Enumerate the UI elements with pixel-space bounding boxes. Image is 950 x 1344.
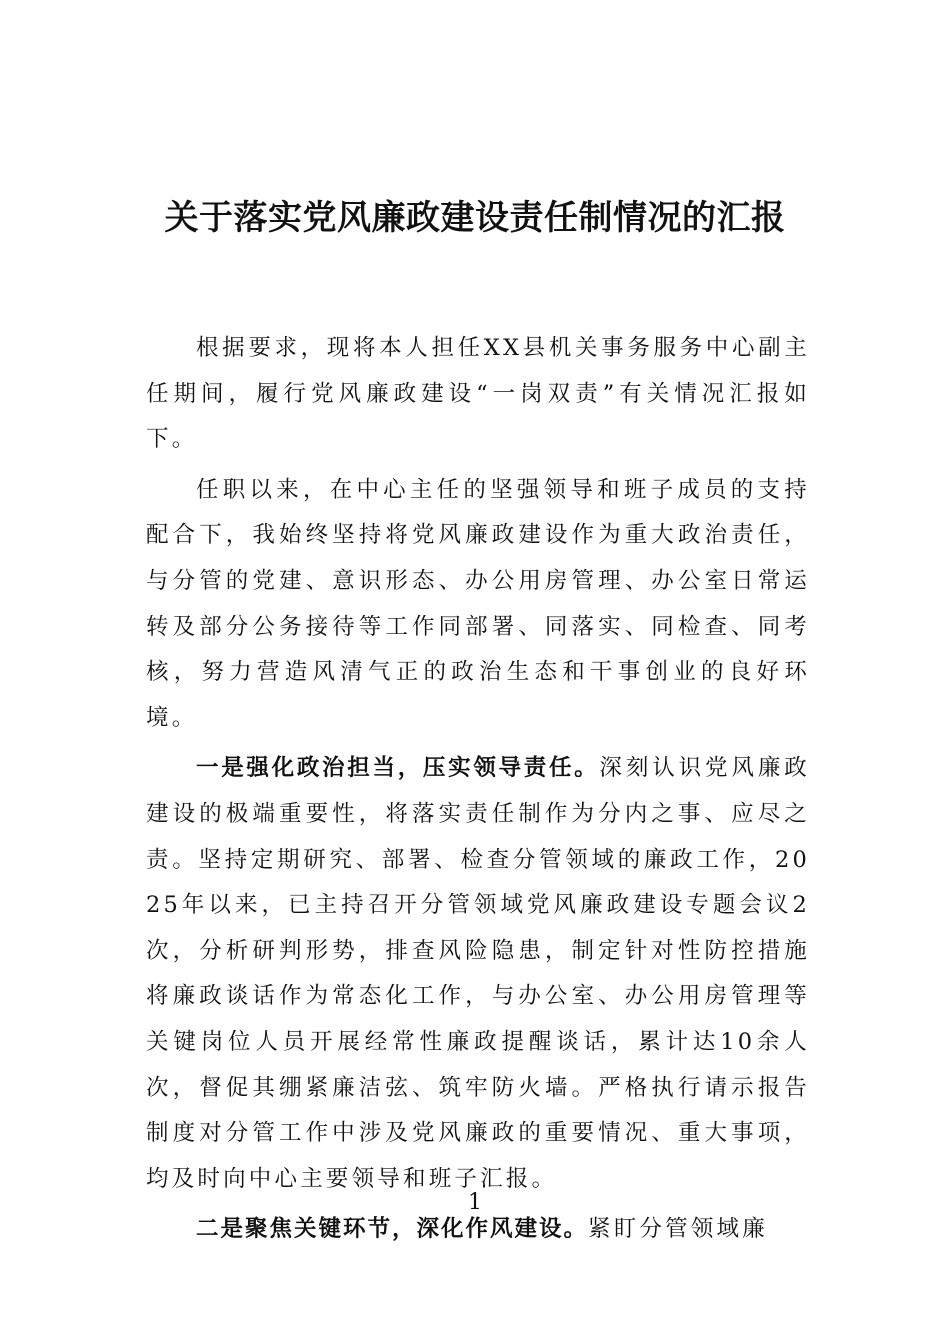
paragraph-point-one xyxy=(146,746,810,1202)
page-number: 1 xyxy=(468,1190,482,1215)
paragraph-text: 任职以来，在中心主任的坚强领导和班子成员的支持配合下，我始终坚持将党风廉政建设作为重大政治责任，与分管的党建、意识形态、办公用房管理、办公室日常运转及部分公务接待等工作同部署、同落实、同检查、同考核，努力营造风清气正的政治生态和干事创业的良好环境。 xyxy=(146,476,810,731)
paragraph-text: 紧盯分管领域廉 xyxy=(588,1216,768,1243)
paragraph-lead-heading: 一是强化政治担当，压实领导责任。 xyxy=(196,755,600,782)
document-title: 关于落实党风廉政建设责任制情况的汇报 xyxy=(164,198,786,238)
paragraph-text: 深刻认识党风廉政建设的极端重要性，将落实责任制作为分内之事、应尽之责。坚持定期研究、部署、检查分管领域的廉政工作，2025年以来，已主持召开分管领域党风廉政建设专题会议2次，分析研判形势，排查风险隐患，制定针对性防控措施将廉政谈话作为常态化工作，与办公室、办公用房管理等关键岗位人员开展经常性廉政提醒谈话，累计达10余人次，督促其绷紧廉洁弦、筑牢防火墙。严格执行请示报告制度对分管工作中涉及党风廉政的重要情况、重大事项，均及时向中心主要领导和班子汇报。 xyxy=(146,755,810,1192)
document-body xyxy=(146,326,810,1253)
paragraph-intro xyxy=(146,326,810,463)
paragraph-lead-heading: 二是聚焦关键环节，深化作风建设。 xyxy=(196,1216,589,1243)
paragraph-overview xyxy=(146,468,810,742)
paragraph-text: 根据要求，现将本人担任XX县机关事务服务中心副主任期间，履行党风廉政建设“一岗双责”有关情况汇报如下。 xyxy=(146,335,810,453)
